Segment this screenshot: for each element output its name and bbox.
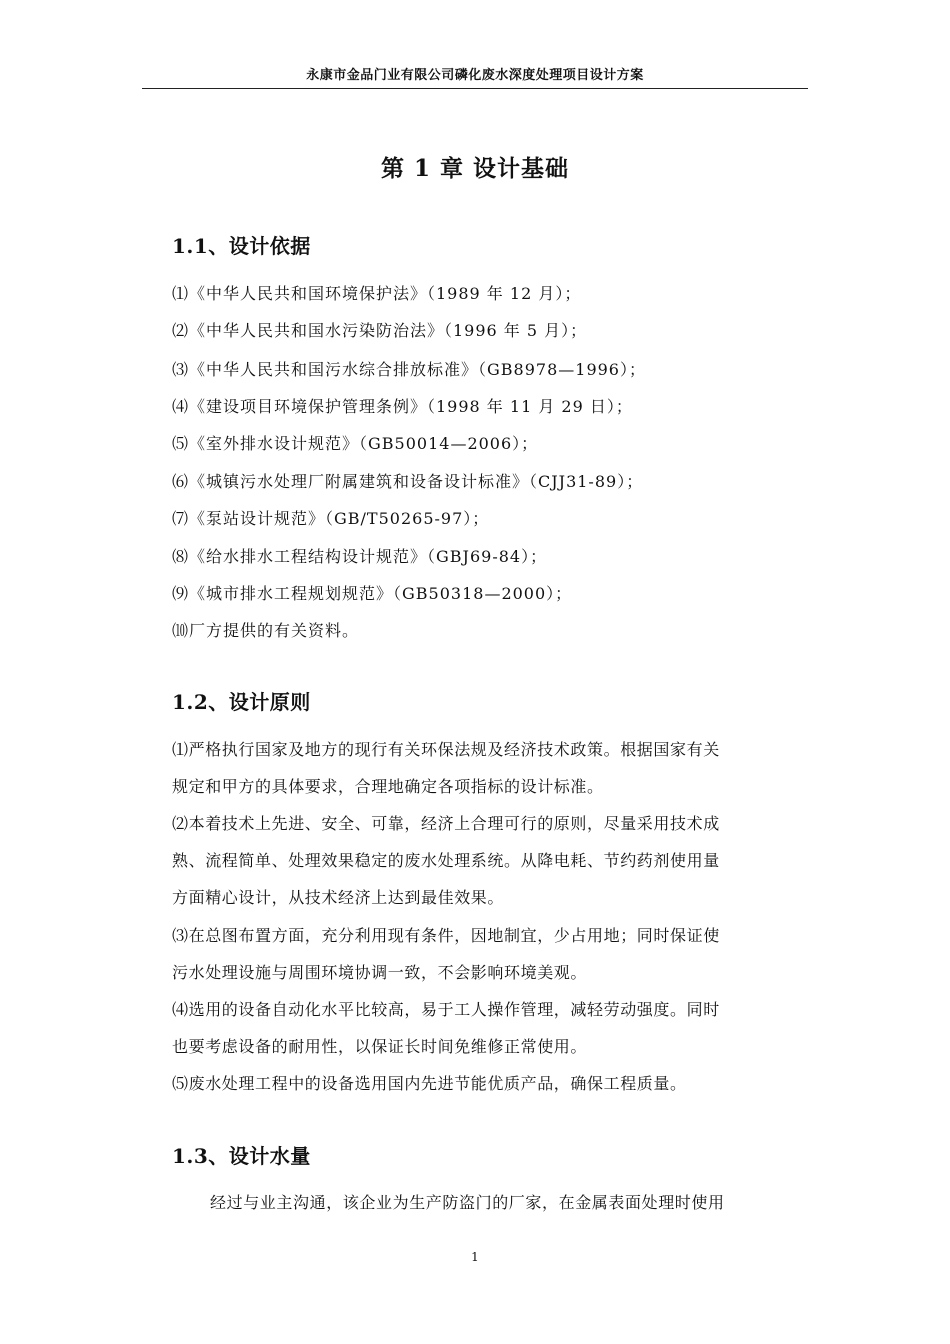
section-heading-basis: 1.1、设计依据: [172, 234, 311, 258]
reference-item: ⑷《建设项目环境保护管理条例》（1998 年 11 月 29 日）；: [172, 397, 633, 416]
principle-line: 污水处理设施与周围环境协调一致，不会影响环境美观。: [172, 963, 588, 982]
principle-line: ⑵本着技术上先进、安全、可靠，经济上合理可行的原则，尽量采用技术成: [172, 814, 720, 833]
principle-line: 也要考虑设备的耐用性，以保证长时间免维修正常使用。: [172, 1037, 588, 1056]
reference-item: ⑴《中华人民共和国环境保护法》（1989 年 12 月）；: [172, 284, 582, 303]
principle-line: 方面精心设计，从技术经济上达到最佳效果。: [172, 888, 505, 907]
principle-line: ⑶在总图布置方面，充分利用现有条件，因地制宜，少占用地；同时保证使: [172, 926, 720, 945]
reference-item: ⑶《中华人民共和国污水综合排放标准》（GB8978—1996）；: [172, 360, 646, 379]
water-volume-line: 经过与业主沟通，该企业为生产防盗门的厂家，在金属表面处理时使用: [210, 1193, 725, 1212]
reference-item: ⑸《室外排水设计规范》（GB50014—2006）；: [172, 434, 539, 453]
principle-line: ⑷选用的设备自动化水平比较高，易于工人操作管理，减轻劳动强度。同时: [172, 1000, 720, 1019]
reference-item: ⑻《给水排水工程结构设计规范》（GBJ69-84）；: [172, 547, 548, 566]
principle-line: 熟、流程简单、处理效果稳定的废水处理系统。从降电耗、节约药剂使用量: [172, 851, 720, 870]
reference-item: ⑹《城镇污水处理厂附属建筑和设备设计标准》（CJJ31-89）；: [172, 472, 644, 491]
page-number: 1: [471, 1250, 479, 1264]
section-heading-water-volume: 1.3、设计水量: [172, 1144, 311, 1168]
principle-line: ⑴严格执行国家及地方的现行有关环保法规及经济技术政策。根据国家有关: [172, 740, 720, 759]
running-header: 永康市金品门业有限公司磷化废水深度处理项目设计方案: [306, 68, 644, 83]
reference-item: ⑺《泵站设计规范》（GB/T50265-97）；: [172, 509, 490, 528]
reference-item: ⑼《城市排水工程规划规范》（GB50318—2000）；: [172, 584, 573, 603]
principle-line: ⑸废水处理工程中的设备选用国内先进节能优质产品，确保工程质量。: [172, 1074, 687, 1093]
header-rule: [142, 88, 808, 89]
reference-item: ⑵《中华人民共和国水污染防治法》（1996 年 5 月）；: [172, 321, 588, 340]
reference-item: ⑽厂方提供的有关资料。: [172, 621, 360, 640]
section-heading-principles: 1.2、设计原则: [172, 690, 311, 714]
chapter-title: 第 1 章 设计基础: [380, 155, 570, 182]
principle-line: 规定和甲方的具体要求，合理地确定各项指标的设计标准。: [172, 777, 604, 796]
